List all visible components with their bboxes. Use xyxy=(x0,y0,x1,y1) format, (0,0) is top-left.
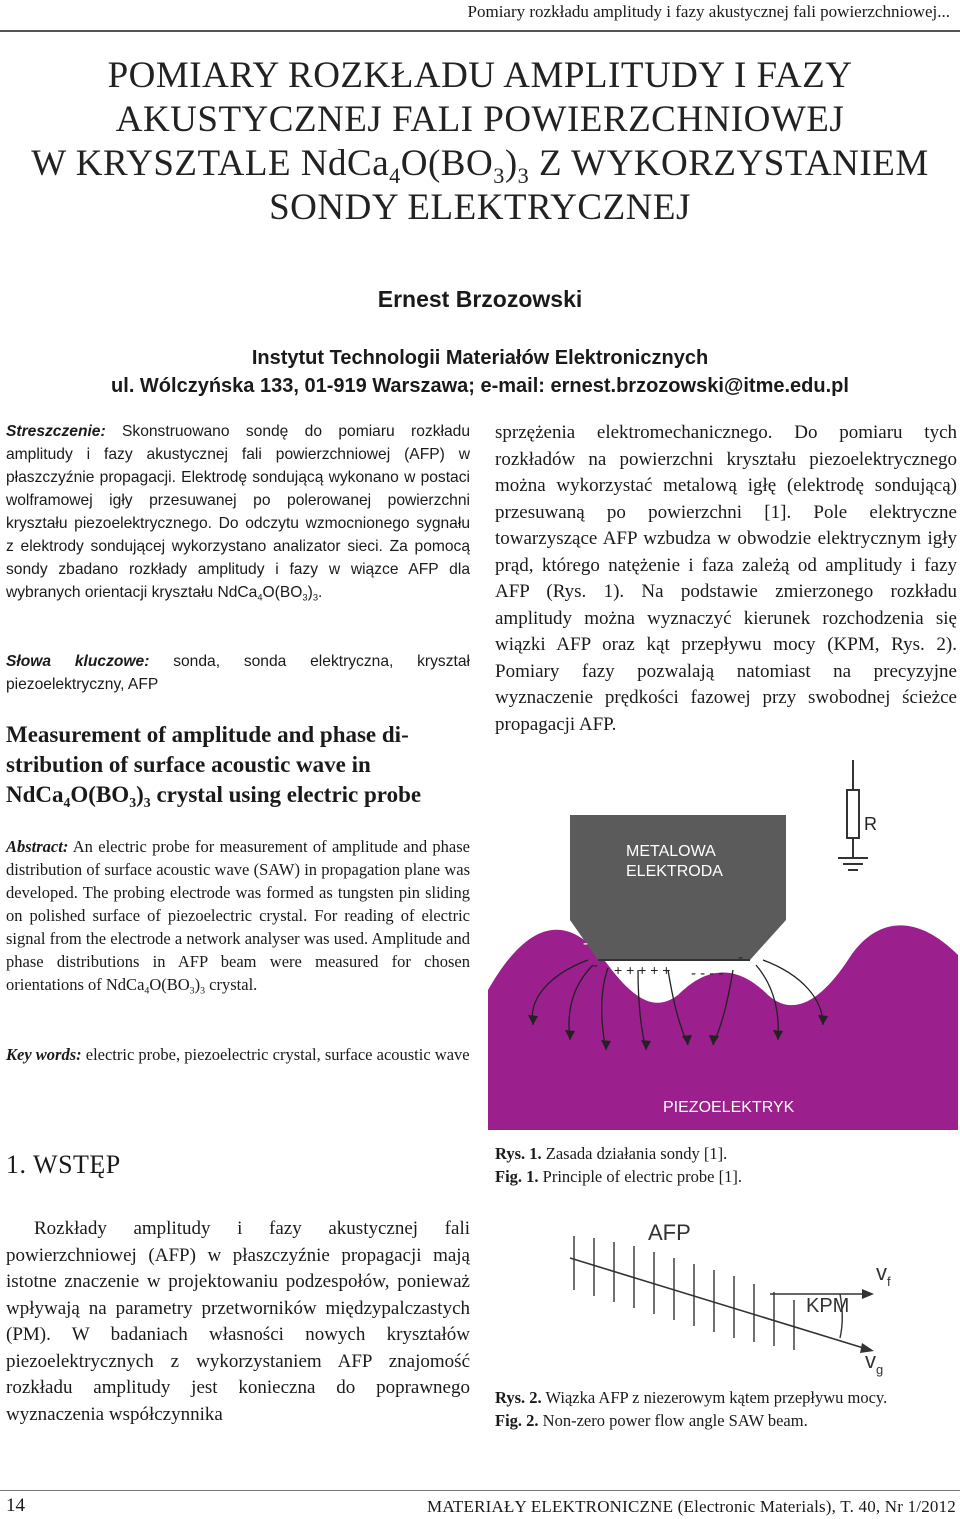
vf-label: $v_f$ xyxy=(876,1260,891,1289)
author-name: Ernest Brzozowski xyxy=(377,286,583,312)
figure-2-caption: Rys. 2. Wiązka AFP z niezerowym kątem przepływu mocy. Fig. 2. Non-zero power flow angle SAW beam. xyxy=(495,1388,888,1430)
kpm-label: KPM xyxy=(806,1295,850,1317)
title-line-3: W KRYSZTALE $NdCa_4O(BO_3)_3$ Z WYKORZYSTANIEM xyxy=(31,143,929,188)
minus-left-2: - xyxy=(593,957,598,974)
running-head: Pomiary rozkładu amplitudy i fazy akustycznej fali powierzchniowej... xyxy=(467,2,950,21)
slowa-kluczowe: Słowa kluczowe: sonda, sonda elektryczna, kryształ piezoelektryczny, AFP xyxy=(6,653,470,693)
figure-2-afp-beam xyxy=(560,1210,910,1380)
section-heading: 1. WSTĘP xyxy=(6,1150,121,1179)
abstract: Abstract: An electric probe for measurement of amplitude and phase distribution of surface acoustic wave (SAW) in propagation plane was developed. The probing electrode was formed as tungsten pin sliding on polished surface of piezoelectric crystal. For reading of electric signal from the electrode a network analyser was used. Amplitude and phase distributions in AFP beam were measured for chosen orientations of $NdCa_4O(BO_3)_3$ crystal. xyxy=(6,837,470,997)
affiliation-institute: Instytut Technologii Materiałów Elektronicznych xyxy=(251,347,709,369)
electrode-label-2: ELEKTRODA xyxy=(626,863,723,880)
right-column-text: sprzężenia elektromechanicznego. Do pomiaru tych rozkładów na powierzchni kryształu piezoelektrycznego można wykorzystać metalową igłę (elektrodę sondującą) przesuwaną po powierzchni [1]. Pole elektryczne towarzyszące AFP wzbudza w obwodzie elektrycznym igły prąd, którego natężenie i faza zależą od amplitudy i fazy AFP (Rys. 1). Na podstawie zmierzonego rozkładu amplitudy można wyznaczyć kierunek rozchodzenia się wiązki AFP oraz kąt przepływu mocy (KPM, Rys. 2). Pomiary fazy pozwalają natomiast na precyzyjne wyznaczenie prędkości fazowej przy swobodnej ścieżce propagacji AFP. xyxy=(495,422,957,735)
keywords: Key words: electric probe, piezoelectric crystal, surface acoustic wave xyxy=(6,1045,470,1064)
electrode-label-1: METALOWA xyxy=(626,843,716,860)
resistor-label: R xyxy=(864,814,877,834)
afp-label: AFP xyxy=(648,1220,691,1245)
english-title: Measurement of amplitude and phase di- stribution of surface acoustic wave in $NdCa_4O(BO_3)_3$ crystal using electric probe xyxy=(6,722,422,810)
intro-paragraph: Rozkłady amplitudy i fazy akustycznej fali powierzchniowej (AFP) w płaszczyźnie propagacji mają istotne znaczenie w projektowaniu podzespołów, ponieważ wpływają na parametry przetworników międzypalczastych (PM). W badaniach własności nowych kryształów piezoelektrycznych z wykorzystaniem AFP znajomość rozkładu amplitudy jest konieczna do poprawnego wyznaczenia współczynnika xyxy=(6,1218,470,1425)
title-line-2: AKUSTYCZNEJ FALI POWIERZCHNIOWEJ xyxy=(115,99,845,140)
page-number: 14 xyxy=(6,1495,25,1516)
affiliation-address: ul. Wólczyńska 133, 01-919 Warszawa; e-mail: ernest.brzozowski@itme.edu.pl xyxy=(111,375,849,397)
title-line-1: POMIARY ROZKŁADU AMPLITUDY I FAZY xyxy=(107,55,853,96)
metal-electrode xyxy=(570,815,786,960)
figure-1-probe-diagram xyxy=(488,760,958,1130)
minus-charges: - - - - xyxy=(691,965,724,982)
title-line-4: SONDY ELEKTRYCZNEJ xyxy=(269,187,691,228)
affiliation xyxy=(0,344,960,400)
resistor-icon xyxy=(847,790,859,838)
minus-left: - xyxy=(583,935,588,952)
piezo-label: PIEZOELEKTRYK xyxy=(663,1099,795,1116)
figure-1-caption: Rys. 1. Zasada działania sondy [1]. Fig. 1. Principle of electric probe [1]. xyxy=(495,1144,742,1186)
minus-right: - xyxy=(738,949,743,966)
keywords-label: Key words: xyxy=(6,1045,82,1064)
header-rule xyxy=(0,30,960,32)
plus-charges: + + + + + xyxy=(614,962,671,978)
vg-label: $v_g$ xyxy=(865,1348,884,1377)
slowa-label: Słowa kluczowe: xyxy=(6,653,150,670)
streszczenie-label: Streszczenie: xyxy=(6,423,106,440)
journal-footer: MATERIAŁY ELEKTRONICZNE (Electronic Materials), T. 40, Nr 1/2012 xyxy=(427,1497,956,1516)
abstract-label: Abstract: xyxy=(6,837,69,856)
streszczenie: Streszczenie: Skonstruowano sondę do pomiaru rozkładu amplitudy i fazy akustycznej fali powierzchniowej (AFP) w płaszczyźnie propagacji. Elektrodę sondującą wykonano w postaci wolframowej igły przesuwanej po polerowanej powierzchni kryształu piezoelektrycznego. Do odczytu wzmocnionego sygnału z elektrody sondującej wykorzystano analizator sieci. Za pomocą sondy zbadano rozkłady amplitudy i fazy w wiązce AFP dla wybranych orientacji kryształu $NdCa_4O(BO_3)_3$. xyxy=(6,423,470,603)
footer-rule xyxy=(0,1490,960,1491)
paper-title xyxy=(0,54,960,230)
